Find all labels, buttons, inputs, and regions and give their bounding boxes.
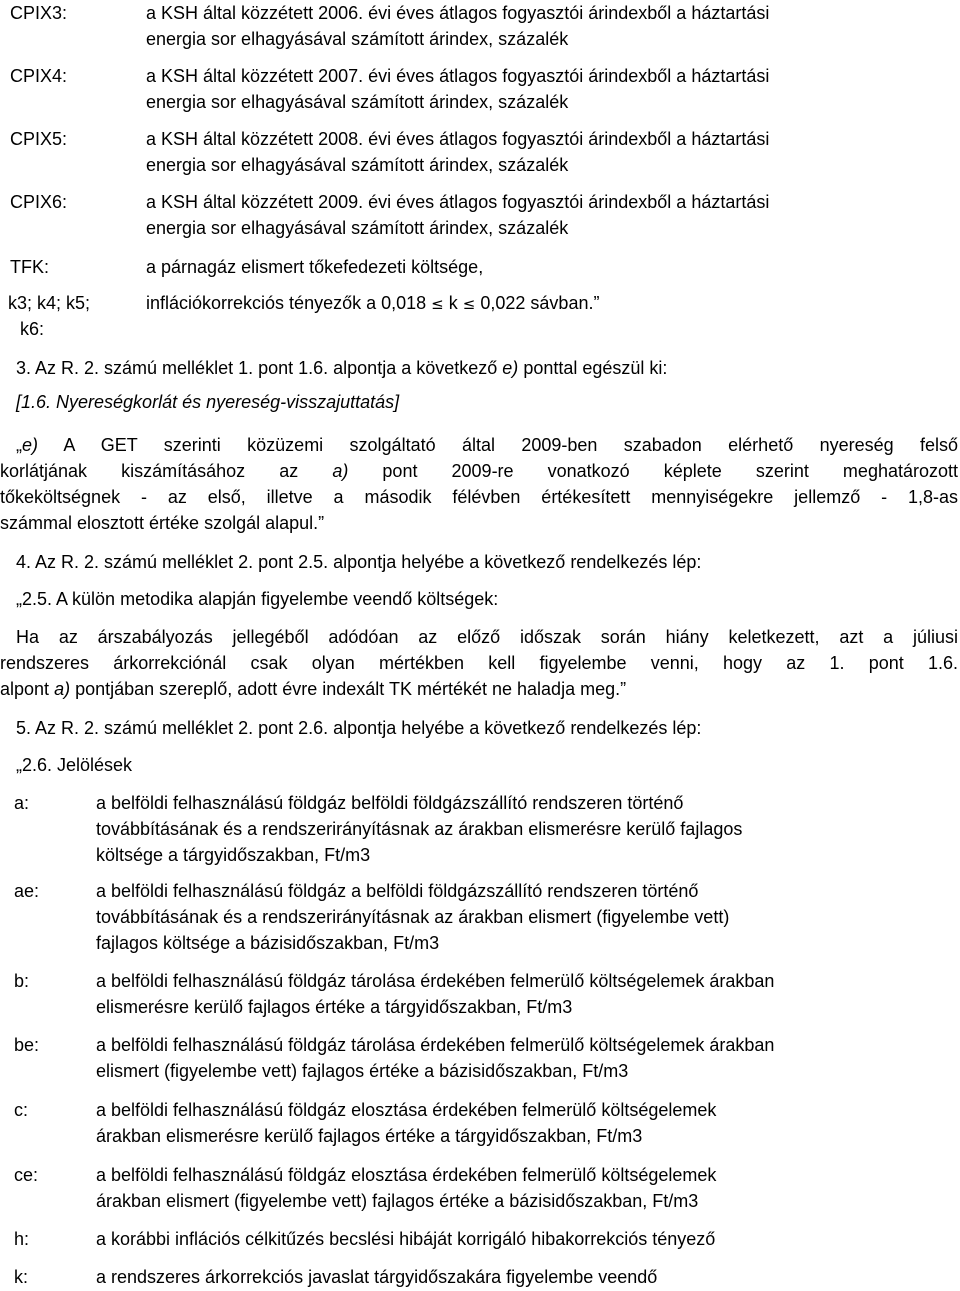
point-5: 5. Az R. 2. számú melléklet 2. pont 2.6. alpontja helyébe a következő rendelkezés lép: <box>16 718 702 738</box>
def-line: a belföldi felhasználású földgáz elosztása érdekében felmerülő költségelemek <box>96 1100 717 1120</box>
def-line: a belföldi felhasználású földgáz tárolása érdekében felmerülő költségelemek árakban <box>96 971 775 991</box>
def-text-ae <box>96 878 916 956</box>
def-term-b: b: <box>14 971 30 991</box>
def-text-cpix3 <box>146 0 946 52</box>
def-line: költsége a tárgyidőszakban, Ft/m3 <box>96 845 371 865</box>
def-line: a belföldi felhasználású földgáz a belföldi földgázszállító rendszeren történő <box>96 881 699 901</box>
point-3-em: e) <box>502 358 519 378</box>
def-term-cpix6: CPIX6: <box>10 192 68 212</box>
para-e-text: pont 2009-re vonatkozó képlete szerint meghatározott <box>382 461 959 481</box>
paragraph-2-5 <box>0 624 958 702</box>
def-line: a belföldi felhasználású földgáz elosztása érdekében felmerülő költségelemek <box>96 1165 717 1185</box>
def-term-tfk: TFK: <box>10 257 49 277</box>
def-text-ce <box>96 1162 916 1214</box>
para-25-line3 <box>0 676 958 702</box>
def-line: árakban elismerésre kerülő fajlagos értéke a tárgyidőszakban, Ft/m3 <box>96 1126 643 1146</box>
def-term-cpix5: CPIX5: <box>10 129 68 149</box>
def-line: a KSH által közzétett 2007. évi éves átlagos fogyasztói árindexből a háztartási <box>146 66 770 86</box>
k-text-c: 0,022 sávban.” <box>480 293 600 313</box>
k-text-b: k <box>448 293 458 313</box>
def-text-a <box>96 790 916 868</box>
para-e-text: A GET szerinti közüzemi szolgáltató által 2009-ben szabadon elérhető nyereség felső <box>63 435 958 455</box>
def-line: fajlagos költsége a bázisidőszakban, Ft/m3 <box>96 933 440 953</box>
def-term-h: h: <box>14 1229 30 1249</box>
def-line: energia sor elhagyásával számított árindex, százalék <box>146 155 569 175</box>
def-text-cpix4 <box>146 63 946 115</box>
less-equal-symbol: ≤ <box>462 295 476 313</box>
def-term-ae: ae: <box>14 881 40 901</box>
para-25-line1: Ha az árszabályozás jellegéből adódóan az előző időszak során hiány keletkezett, azt a júliusi <box>16 627 958 647</box>
heading-2-5: „2.5. A külön metodika alapján figyelembe veendő költségek: <box>16 589 499 609</box>
def-term-cpix4: CPIX4: <box>10 66 68 86</box>
def-term-k2: k: <box>14 1267 29 1287</box>
paragraph-e <box>0 432 958 536</box>
def-term-k <box>8 290 138 342</box>
def-term-be: be: <box>14 1035 40 1055</box>
quote-open: „ <box>16 435 22 455</box>
def-line: energia sor elhagyásával számított árindex, százalék <box>146 92 569 112</box>
para-e-line3: tőkeköltségnek - az első, illetve a második félévben értékesített mennyiségekre jellemző - 1,8-as <box>0 487 958 507</box>
def-line: a KSH által közzétett 2006. évi éves átlagos fogyasztói árindexből a háztartási <box>146 3 770 23</box>
def-term-c: c: <box>14 1100 29 1120</box>
para-e-line2 <box>0 458 958 484</box>
def-line: elismert (figyelembe vett) fajlagos értéke a bázisidőszakban, Ft/m3 <box>96 1061 629 1081</box>
def-line: a KSH által közzétett 2008. évi éves átlagos fogyasztói árindexből a háztartási <box>146 129 770 149</box>
heading-2-6: „2.6. Jelölések <box>16 755 133 775</box>
def-text-tfk <box>146 254 946 280</box>
def-text-cpix6 <box>146 189 946 241</box>
def-line: elismerésre kerülő fajlagos értéke a tárgyidőszakban, Ft/m3 <box>96 997 573 1017</box>
def-line: a korábbi inflációs célkitűzés becslési hibáját korrigáló hibakorrekciós tényező <box>96 1229 716 1249</box>
point-3-text-end: ponttal egészül ki: <box>523 358 668 378</box>
para-e-text: korlátjának kiszámításához az <box>0 461 299 481</box>
para-e-em: a) <box>332 461 349 481</box>
point-3-text: 3. Az R. 2. számú melléklet 1. pont 1.6. alpontja a következő <box>16 358 498 378</box>
para-25-line2: rendszeres árkorrekciónál csak olyan mértékben kell figyelembe venni, hogy az 1. pont 1.6. <box>0 653 958 673</box>
def-term-a: a: <box>14 793 30 813</box>
def-line: energia sor elhagyásával számított árindex, százalék <box>146 29 569 49</box>
def-text-b <box>96 968 916 1020</box>
def-text-k2 <box>96 1264 916 1290</box>
def-line: energia sor elhagyásával számított árindex, százalék <box>146 218 569 238</box>
def-text-h <box>96 1226 916 1252</box>
def-line: a KSH által közzétett 2009. évi éves átlagos fogyasztói árindexből a háztartási <box>146 192 770 212</box>
def-line: árakban elismert (figyelembe vett) fajlagos értéke a bázisidőszakban, Ft/m3 <box>96 1191 699 1211</box>
para-e-line1 <box>0 432 958 458</box>
def-line: a párnagáz elismert tőkefedezeti költsége, <box>146 257 484 277</box>
def-line: a belföldi felhasználású földgáz tárolása érdekében felmerülő költségelemek árakban <box>96 1035 775 1055</box>
def-text-be <box>96 1032 916 1084</box>
para-25-text: pontjában szereplő, adott évre indexált TK mértékét ne haladja meg.” <box>75 679 627 699</box>
def-text-cpix5 <box>146 126 946 178</box>
def-line: továbbításának és a rendszerirányításnak az árakban elismert (figyelembe vett) <box>96 907 730 927</box>
def-term-cpix3: CPIX3: <box>10 3 68 23</box>
def-text-k <box>146 290 946 317</box>
para-e-line4: számmal elosztott értéke szolgál alapul.” <box>0 513 325 533</box>
para-e-em: e) <box>22 435 39 455</box>
point-3 <box>16 355 946 381</box>
less-equal-symbol: ≤ <box>431 295 444 313</box>
def-term-k-line2: k6: <box>20 319 45 339</box>
heading-1-6: [1.6. Nyereségkorlát és nyereség-visszajuttatás] <box>16 392 400 412</box>
def-term-k-line1: k3; k4; k5; <box>8 293 91 313</box>
def-text-c <box>96 1097 916 1149</box>
def-line: a belföldi felhasználású földgáz belföldi földgázszállító rendszeren történő <box>96 793 684 813</box>
para-25-em: a) <box>54 679 71 699</box>
para-25-text: alpont <box>0 679 50 699</box>
k-text-a: inflációkorrekciós tényezők a 0,018 <box>146 293 427 313</box>
def-term-ce: ce: <box>14 1165 39 1185</box>
point-4: 4. Az R. 2. számú melléklet 2. pont 2.5. alpontja helyébe a következő rendelkezés lép: <box>16 552 702 572</box>
def-line: a rendszeres árkorrekciós javaslat tárgyidőszakára figyelembe veendő <box>96 1267 658 1287</box>
def-line: továbbításának és a rendszerirányításnak az árakban elismerésre kerülő fajlagos <box>96 819 743 839</box>
